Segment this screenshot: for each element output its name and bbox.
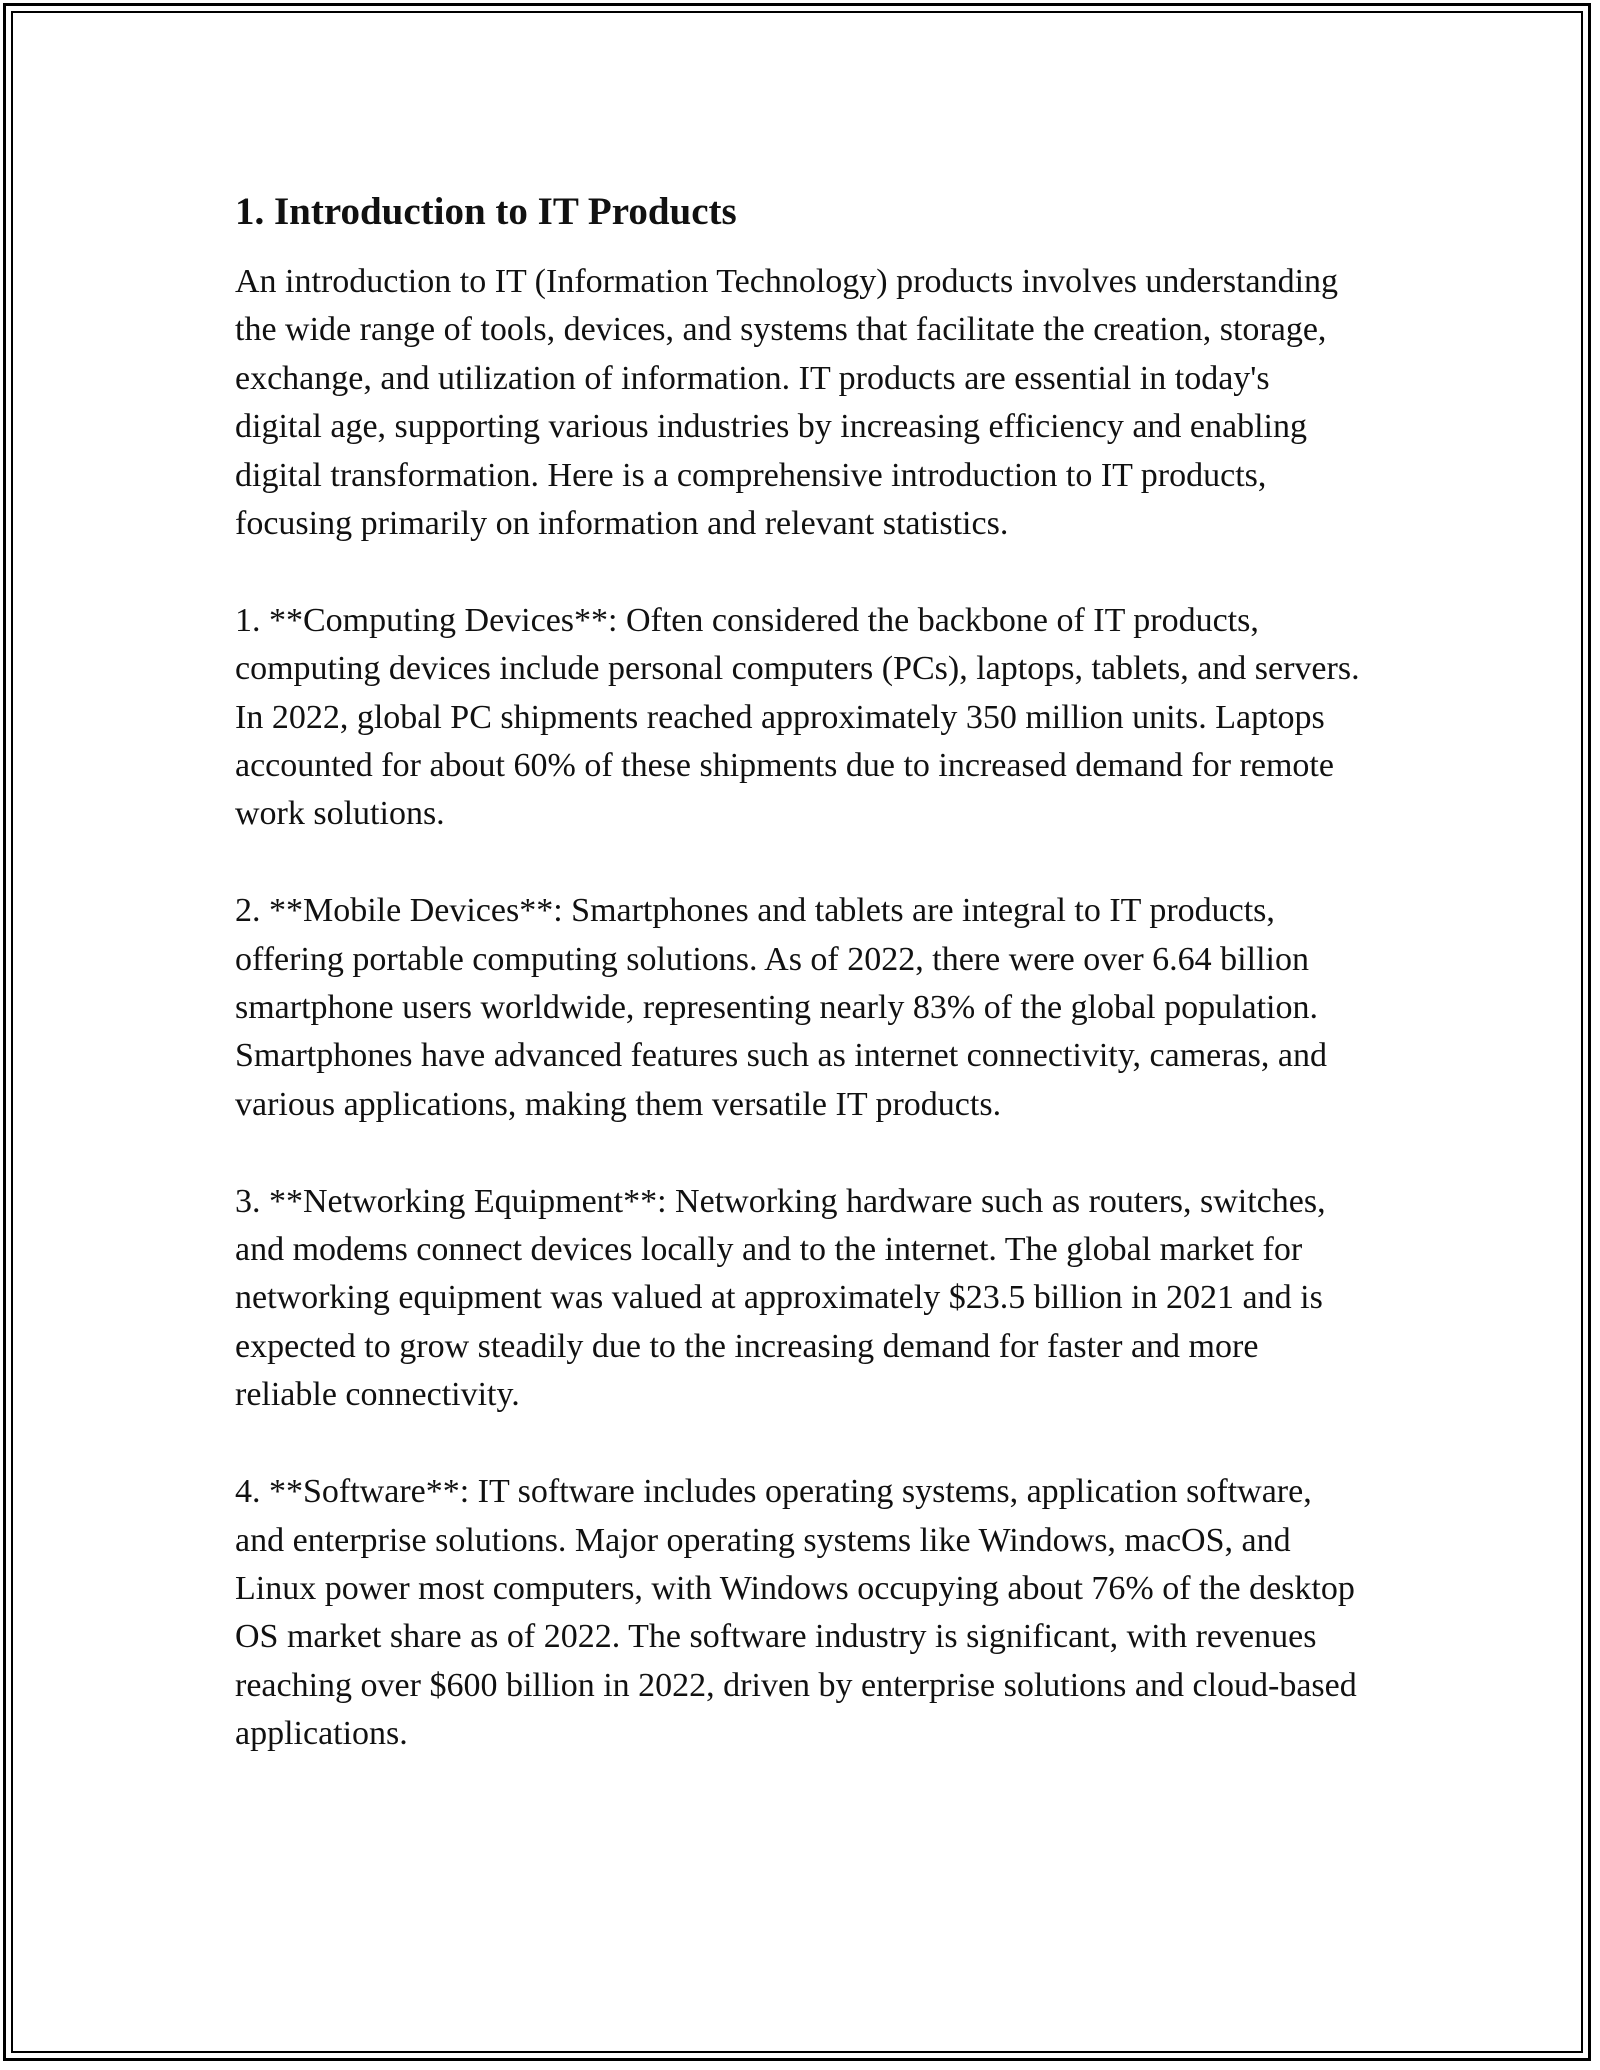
document-body bbox=[235, 188, 1365, 1759]
mobile-devices-paragraph: 2. **Mobile Devices**: Smartphones and tablets are integral to IT products, offering portable computing solutions. As of 2022, there were over 6.64 billion smartphone users worldwide, representing nearly 83% of the global population. Smartphones have advanced features such as internet connectivity, cameras, and various applications, making them versatile IT products. bbox=[235, 892, 1327, 1123]
section-heading: 1. Introduction to IT Products bbox=[235, 190, 737, 233]
software-paragraph: 4. **Software**: IT software includes operating systems, application software, and enterprise solutions. Major operating systems like Windows, macOS, and Linux power most computers, with Windows occupying about 76% of the desktop OS market share as of 2022. The software industry is significant, with revenues reaching over $600 billion in 2022, driven by enterprise solutions and cloud-based applications. bbox=[235, 1473, 1357, 1753]
computing-devices-paragraph: 1. **Computing Devices**: Often considered the backbone of IT products, computing devices include personal computers (PCs), laptops, tablets, and servers. In 2022, global PC shipments reached approximately 350 million units. Laptops accounted for about 60% of these shipments due to increased demand for remote work solutions. bbox=[235, 601, 1360, 833]
networking-equipment-paragraph: 3. **Networking Equipment**: Networking hardware such as routers, switches, and modems connect devices locally and to the internet. The global market for networking equipment was valued at approximately $23.5 billion in 2021 and is expected to grow steadily due to the increasing demand for faster and more reliable connectivity. bbox=[235, 1182, 1326, 1414]
intro-paragraph: An introduction to IT (Information Technology) products involves understanding the wide range of tools, devices, and systems that facilitate the creation, storage, exchange, and utilization of information. IT products are essential in today's digital age, supporting various industries by increasing efficiency and enabling digital transformation. Here is a comprehensive introduction to IT products, focusing primarily on information and relevant statistics. bbox=[235, 263, 1339, 543]
